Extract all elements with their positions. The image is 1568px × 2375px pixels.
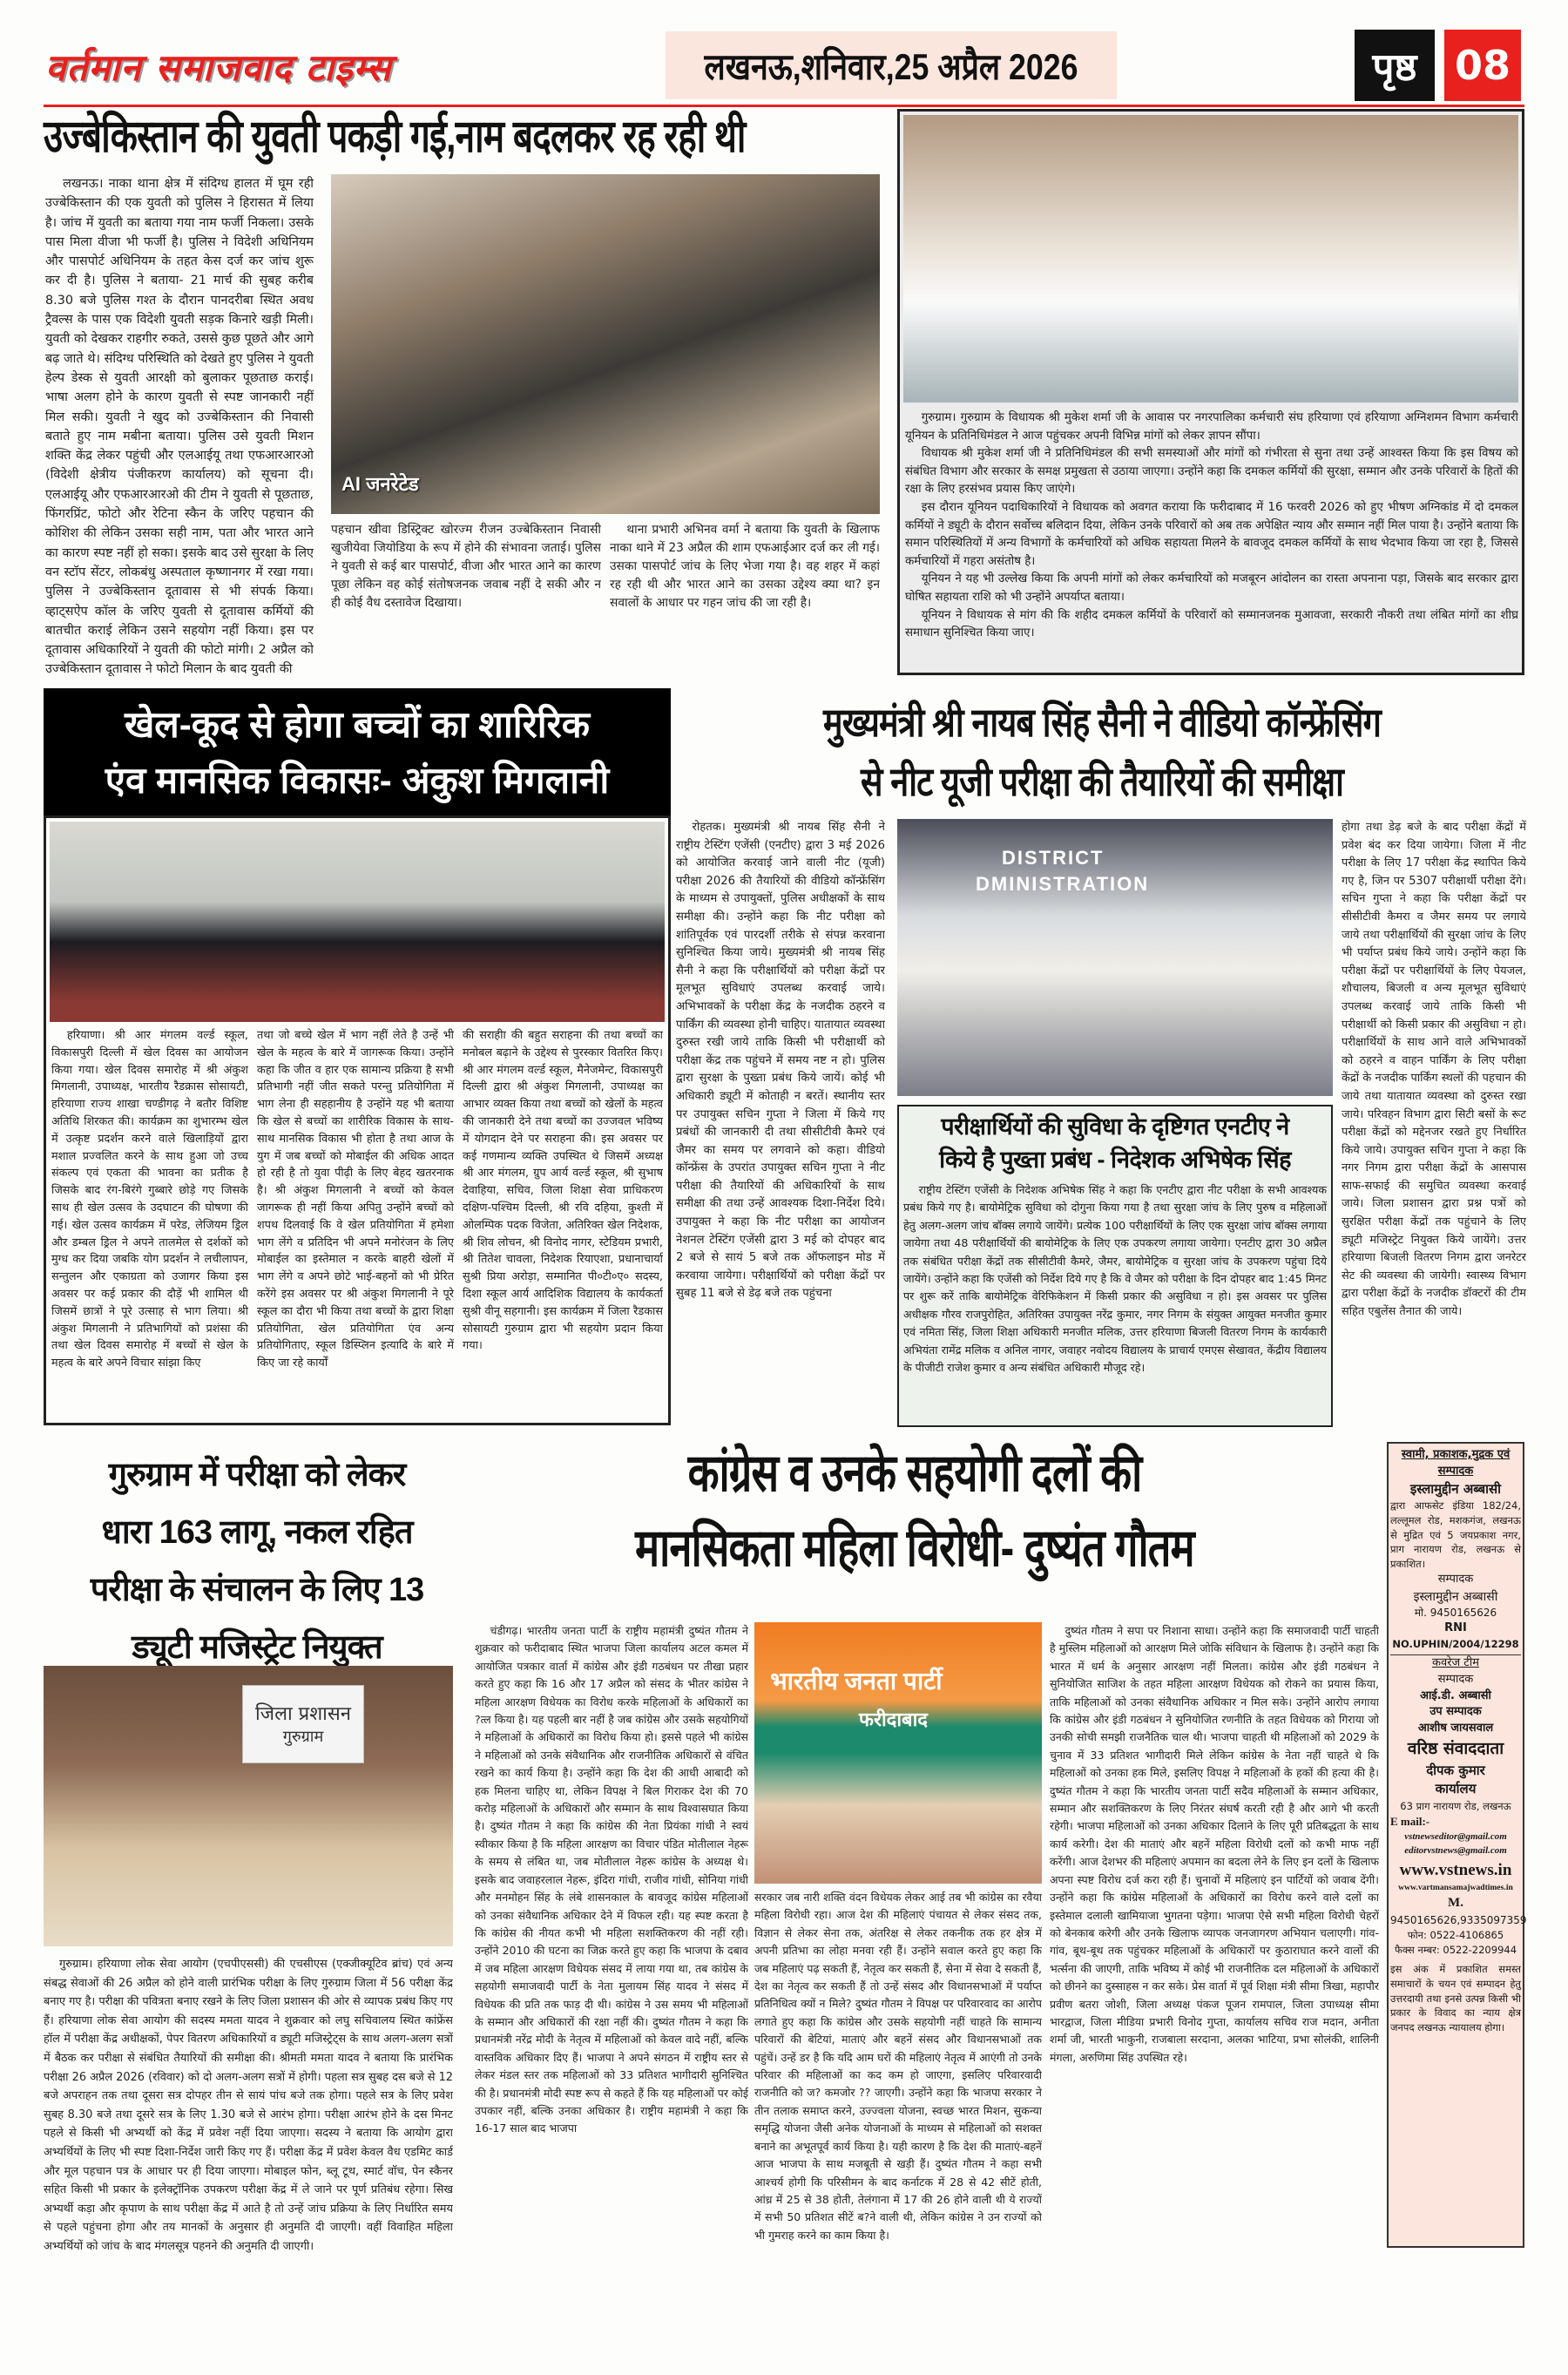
district-admin-sign: जिला प्रशासन [255,1703,351,1725]
article-sports-box [44,815,671,1425]
editor2-label: सम्पादक [1437,1672,1474,1686]
article-congress-col3 [1050,1622,1379,2367]
headline-neet-line1: मुख्यमंत्री श्री नायब सिंह सैनी ने वीडियो कॉन्फ्रेंसिंग [822,700,1382,745]
phone-number: फोन: 0522-4106865 [1407,1929,1504,1942]
paragraph: लखनऊ। नाका थाना क्षेत्र में संदिग्ध हालत में घूम रही उज्बेकिस्तान की एक युवती को पुलिस ने हिरासत में लिया है। जांच में युवती का बताया गया नाम फर्जी निकला। उसके पास मिला वीजा भी फर्जी है। पुलिस ने विदेशी अधिनियम और पासपोर्ट अधिनियम के तहत केस दर्ज कर जांच शुरू कर दी है। पुलिस ने बताया- 21 मार्च की सुबह करीब 8.30 बजे पुलिस गश्त के दौरान पानदरीबा स्थित अवध ट्रैवल्स के पास एक विदेशी युवती सड़क किनारे खड़ी मिली। युवती को देखकर राहगीर रुकते, उससे कुछ पूछते और आगे बढ़ जाते थे। संदिग्ध परिस्थिति को देखते हुए पुलिस ने युवती हेल्प डेस्क से युवती आरक्षी को बुलाकर पूछताछ कराई। भाषा अलग होने के कारण युवती से स्पष्ट जानकारी नहीं मिल सकी। युवती ने खुद को उज्बेकिस्तान की निवासी बताते हुए नाम मबीना बताया। पुलिस उसे युवती मिशन शक्ति केंद्र लेकर पहुंची और एलआईयू तथा एफआरआरओ (विदेशी क्षेत्रीय पंजीकरण कार्यालय) को सूचना दी। एलआईयू और एफआरआरओ की टीम ने युवती से पूछताछ, फिंगरप्रिंट, फोटो और रेटिना स्कैन के जरिए पहचान की कोशिश की लेकिन उसका सही नाम, पता और भारत आने का कारण स्पष्ट नहीं हो सका। इसके बाद उसे सुरक्षा के लिए वन स्टॉप सेंटर, लोकबंधु अस्पताल कृष्णानगर में रखा गया। पुलिस ने उज्बेकिस्तान दूतावास से भी संपर्क किया। व्हाट्सऐप कॉल के जरिए युवती से दूतावास कर्मियों की बातचीत कराई लेकिन उसने सहयोग नहीं किया। इस पर दूतावास अधिकारियों ने युवती की फोटो मांगी। 2 अप्रैल को उज्बेकिस्तान दूतावास ने फोटो मिलान के बाद युवती की [45,177,314,677]
masthead-rule [44,105,1524,107]
office-address: 63 प्राग नारायण रोड, लखनऊ [1400,1800,1511,1813]
article-sports-col2 [257,1027,454,1419]
email-2[interactable]: editorvstnews@gmail.com [1404,1844,1507,1856]
office-label: कार्यालय [1435,1781,1477,1797]
faridabad-banner-text: फरीदाबाद [859,1709,928,1730]
headline-sports-line1: खेल-कूद से होगा बच्चों का शारिरिक [124,704,591,745]
article-sports-col1 [51,1027,248,1419]
article-uzbek-col1 [45,174,314,688]
paragraph: चंडीगढ़। भारतीय जनता पार्टी के राष्ट्रीय महामंत्री दुष्यंत गौतम ने शुक्रवार को फरीदाबाद स्थित भाजपा जिला कार्यालय अटल कमल में आयोजित पत्रकार वार्ता में कांग्रेस और इंडी गठबंधन पर तीखा प्रहार करते हुए कहा कि 16 और 17 अप्रैल को संसद के भीतर कांग्रेस ने महिला आरक्षण विधेयक का विरोध करके महिलाओं के अधिकारों का ?त्ल किया है। यह पहली बार नहीं है जब कांग्रेस और उसके सहयोगियों ने महिलाओं के अधिकारों का विरोध किया हो। इससे पहले भी कांग्रेस ने महिलाओं को उनके संवैधानिक और राजनीतिक अधिकारों से वंचित रखने का कार्य किया है। उन्होंने कहा कि देश की आधी आबादी को हक मिलना चाहिए था, लेकिन विपक्ष ने बिल गिराकर देश की 70 करोड़ महिलाओं के अधिकारों और सम्मान के साथ विश्वासघात किया है। दुष्यंत गौतम ने कहा कि कांग्रेस की नेता प्रियंका गांधी ने स्वयं स्वीकार किया है कि महिला आरक्षण का विचार पंडित मोतीलाल नेहरू के समय से लंबित था, जब मोतीलाल नेहरू कांग्रेस के अध्यक्ष थे। इसके बाद जवाहरलाल नेहरू, इंदिरा गांधी, राजीव गांधी, सोनिया गांधी और मनमोहन सिंह के लंबे शासनकाल के बावजूद कांग्रेस महिलाओं को उनका संवैधानिक अधिकार देने में विफल रही। यह स्पष्ट करता है कि कांग्रेस की नीयत कभी भी महिला सशक्तिकरण की नहीं रही। उन्होंने 2010 की घटना का जिक्र करते हुए कहा कि भाजपा के दबाव में जब महिला आरक्षण विधेयक संसद में लाया गया था, तब कांग्रेस के सहयोगी समाजवादी पार्टी के नेता मुलायम सिंह यादव ने संसद में विधेयक की प्रति तक फाड़ दी थी। कांग्रेस ने उस समय भी महिलाओं के सम्मान और अधिकारों की रक्षा नहीं की। दुष्यंत गौतम ने कहा कि प्रधानमंत्री नरेंद्र मोदी के नेतृत्व में महिलाओं को केवल वादे नहीं, बल्कि वास्तविक अधिकार दिए हैं। भाजपा ने अपने संगठन में राष्ट्रीय स्तर से लेकर मंडल स्तर तक महिलाओं को 33 प्रतिशत भागीदारी सुनिश्चित की है। प्रधानमंत्री मोदी स्पष्ट रूप से कहते हैं कि यह महिलाओं पर कोई उपकार नहीं, बल्कि उनका अधिकार है। राष्ट्रीय महामंत्री ने कहा कि 16-17 साल बाद भाजपा [475,1624,748,2135]
paragraph: तथा जो बच्चे खेल में भाग नहीं लेते है उन्हें भी खेल के महत्व के बारे में जागरूक किया। उन्होंने कहा कि जीत व हार एक सामान्य प्रक्रिया है सभी प्रतिभागी नहीं जीत सकते परन्तु प्रतियोगिता में भाग लेना ही सहहानीय है उन्होंने यह भी बताया कि खेल से बच्चों का शारीरिक विकास के साथ-साथ मानसिक विकास भी होता है तथा आज के युग में जब बच्चों को मोबाईल की अधिक आदत हो रही है तो युवा पीढ़ी के लिए बेहद खतरनाक है। श्री अंकुश मिगलानी ने बच्चों को केवल जागरूक ही नहीं किया अपितु उन्होंने बच्चों को शपथ दिलवाई कि वे खेल प्रतियोगिता में हमेशा भाग लेंगे व प्रतिदिन भी अपने मनोरंजन के लिए मोबाईल का इस्तेमाल न करके बाहरी खेलों में भाग लेंगे व अपने छोटे भाई-बहनों को भी प्रेरित करेंगे इस अवसर पर श्री अंकुश मिगलानी ने पूरे स्कूल का दौरा भी किया तथा बच्चों के द्वारा शिक्षा प्रतियोगिता, खेल प्रतियोगिता एंव अन्य प्रतियोगिताए, स्कूल डिस्प्लिन इत्यादि के बारे में किए जा रहे कार्यों [257,1029,454,1370]
photo-sports-day-students [50,822,665,1022]
sign-board [242,1685,364,1763]
editor-label: सम्पादक [1437,1572,1474,1586]
rni-number: NO.UPHIN/2004/12298 [1390,1637,1521,1655]
nta-subheadline [899,1106,1331,1176]
newspaper-title: वर्तमान समाजवाद टाइम्स [45,46,392,89]
paragraph: गुरुग्राम। गुरुग्राम के विधायक श्री मुकेश शर्मा जी के आवास पर नगरपालिका कर्मचारी संघ हरियाणा एवं हरियाणा अग्निशमन विभाग कर्मचारी यूनियन के प्रतिनिधिमंडल ने आज पहुंचकर अपनी विभिन्न मांगों को लेकर ज्ञापन सौंपा। [905,411,1518,443]
editor2-name: आई.डी. अब्बासी [1420,1688,1491,1702]
paragraph: यूनियन ने विधायक से मांग की कि शहीद दमकल कर्मियों के परिवारों को सम्मानजनक मुआवजा, सरकारी नौकरी तथा लंबित मांगों का शीघ्र समाधान सुनिश्चित किया जाए। [905,608,1518,640]
article-fire-union-text [905,409,1518,671]
owner-name: इस्लामुद्दीन अब्बासी [1409,1480,1502,1497]
photo-district-admin-meeting [44,1666,453,1946]
district-label: DISTRICT [1002,847,1105,869]
paragraph: इस दौरान यूनियन पदाधिकारियों ने विधायक को अवगत कराया कि फरीदाबाद में 16 फरवरी 2026 को हुए भीषण अग्निकांड में दो दमकल कर्मियों ने ड्यूटी के दौरान सर्वोच्च बलिदान दिया, लेकिन उनके परिवारों को अब तक अपेक्षित न्याय और सम्मान नहीं मिल पाया है। उन्होंने बताया कि समान परिस्थितियों में अन्य विभागों के कर्मचारियों को अधिक सहायता मिलने के बावजूद दमकल कर्मियों के साथ भेदभाव किया जा रहा है, जिससे कर्मचारियों में गहरा असंतोष है। [905,500,1518,568]
headline-163-line2: धारा 163 लागू, नकल रहित [101,1514,413,1551]
website-vstnews[interactable]: www.vstnews.in [1399,1860,1512,1879]
rni-label: RNI [1444,1621,1467,1635]
headline-uzbek: उज्बेकिस्तान की युवती पकड़ी गई,नाम बदलकर रह रही थी [44,112,746,162]
email-label: E mail:- [1390,1814,1430,1828]
paragraph: दुष्यंत गौतम ने सपा पर निशाना साधा। उन्होंने कहा कि समाजवादी पार्टी चाहती है मुस्लिम महिलाओं को आरक्षण मिले जोकि संविधान के खिलाफ है। उन्होंने कहा कि भारत में धर्म के अनुसार आरक्षण नहीं मिलता। कांग्रेस और इंडी गठबंधन ने सुनियोजित साजिश के तहत महिला आरक्षण विधेयक को रोकने का प्रयास किया, ताकि महिलाओं को उनका संवैधानिक अधिकार न मिल सके। उन्होंने आरोप लगाया कि कांग्रेस और इंडी गठबंधन ने सुनियोजित रणनीति के तहत विधेयक को गिराया जो उनकी सोची समझी राजनैतिक चाल थी। भाजपा चाहती थी महिलाओं को 2029 के चुनाव में 33 प्रतिशत भागीदारी मिले लेकिन कांग्रेस के नेता नहीं चाहते थे कि महिलाओं को उनका हक मिले, इसलिए विपक्ष ने महिलाओं के हकों की हत्या की है। दुष्यंत गौतम ने कहा कि भारतीय जनता पार्टी सदैव महिलाओं के सम्मान अधिकार, सम्मान और सशक्तिकरण के लिए निरंतर संघर्ष करती रही है और आगे भी करती रहेगी। भाजपा महिलाओं को उनका अधिकार दिलाने के लिए पूरी प्रतिबद्धता के साथ कार्य करेगी। देश की माताएं और बहनें महिला विरोधी दलों को कभी माफ नहीं करेंगी। आज देशभर की महिलाएं अपमान का बदला लेने के लिए इन दलों के खिलाफ अपना स्पष्ट विरोध दर्ज करा रही हैं। चुनावों में महिलाएं इन पार्टियों को जवाब देंगी। उन्होंने कहा कि कांग्रेस महिलाओं के अधिकारों का विरोध करने वाले दलों का इस्तेमाल दलाली खामियाजा भुगतना पड़ेगा। भाजपा ऐसे सभी महिला विरोधी चेहरों को बेनकाब करेगी और उनके खिलाफ व्यापक जनजागरण अभियान चलाएगी। गांव-गांव, बूथ-बूथ तक पहुंचकर महिलाओं के अधिकारों पर कुठाराघात करने वालों की भर्त्सना की जाएगी, ताकि भविष्य में कोई भी राजनीतिक दल महिलाओं के अधिकारों को छीनने का दुस्साहस न कर सके। प्रेस वार्ता में पूर्व शिक्षा मंत्री सीमा त्रिखा, महापौर प्रवीण बतरा जोशी, जिला अध्यक्ष पंकज पूजन रामपाल, जिला उपाध्यक्ष सीमा भारद्वाज, जिला मीडिया प्रभारी विनोद गुप्ता, कार्यालय सचिव राज मदान, अनीता शर्मा जी, भारती भाकुनी, राजबाला सरदाना, अलका भाटिया, प्रभा सोलंकी, शालिनी मंगला, अरुणिमा सिंह उपस्थित रहे। [1050,1624,1379,2064]
headline-163-line3: परीक्षा के संचालन के लिए 13 [90,1572,424,1608]
photo-uzbek-woman-police [331,174,880,514]
paragraph: यूनियन ने यह भी उल्लेख किया कि अपनी मांगों को लेकर कर्मचारियों को मजबूरन आंदोलन का रास्ता अपनाना पड़ा, जिसके बाद सरकार द्वारा घोषित सहायता राशि को भी उन्होंने अपर्याप्त बताया। [905,572,1518,604]
headline-sports-line2: एंव मानसिक विकासः- अंकुश मिगलानी [105,760,610,801]
article-sports-col3 [463,1027,663,1419]
owner-heading: स्वामी, प्रकाशक,मुद्रक एवं [1401,1448,1511,1461]
editor-mobile: मो. 9450165626 [1414,1606,1497,1619]
print-address: द्वारा आफसेट इंडिया 182/24, लल्लूमल रोड, मशकगंज, लखनऊ से मुद्रित एवं 5 जयप्रकाश नगर, प्राग नारायण रोड, लखनऊ से प्रकाशित। [1390,1499,1521,1571]
sub-editor-name: आशीष जायसवाल [1417,1722,1494,1736]
paragraph: थाना प्रभारी अभिनव वर्मा ने बताया कि युवती के खिलाफ नाका थाने में 23 अप्रैल की शाम एफआईआर दर्ज कर ली गई। उसका पासपोर्ट जांच के लिए भेजा गया है। वह शहर में कहां रह रही थी और भारत आने का उसका उद्देश्य क्या था? इन सवालों के आधार पर गहन जांच की जा रही है। [610,523,880,610]
paragraph: विधायक श्री मुकेश शर्मा जी ने प्रतिनिधिमंडल की सभी समस्याओं और मांगों को गंभीरता से सुना तथा उन्हें आश्वस्त किया कि इस विषय को संबंधित विभाग और सरकार के समक्ष प्रमुखता से उठाया जाएगा। उन्होंने कहा कि दमकल कर्मियों की सुरक्षा, सम्मान और उनके परिवारों के हितों की रक्षा के लिए हरसंभव प्रयास किए जाएंगे। [905,447,1518,497]
website-vartman[interactable]: www.vartmansamajwadtimes.in [1398,1883,1513,1893]
fax-number: फैक्स नम्बर: 0522-2209944 [1394,1943,1517,1956]
email-1[interactable]: vstnewseditor@gmail.com [1404,1830,1507,1842]
paragraph: सरकार जब नारी शक्ति वंदन विधेयक लेकर आई तब भी कांग्रेस का रवैया महिला विरोधी रहा। आज देश की महिलाएं पंचायत से लेकर संसद तक, विज्ञान से लेकर सेना तक, अंतरिक्ष से लेकर तकनीक तक हर क्षेत्र में अपनी प्रतिभा का लोहा मनवा रही हैं। उन्होंने सवाल करते हुए कहा कि जब महिलाएं पढ़ सकती हैं, नेतृत्व कर सकती हैं, सेना में सेवा दे सकती हैं, देश का नेतृत्व कर सकती हैं तो उन्हें संसद और विधानसभाओं में पर्याप्त प्रतिनिधित्व क्यों न मिले? दुष्यंत गौतम ने विपक्ष पर परिवारवाद का आरोप लगाते हुए कहा कि कांग्रेस और उसके सहयोगी नहीं चाहते कि सामान्य परिवारों की बेटियां, माताएं और बहनें संसद और विधानसभाओं तक पहुंचें। उन्हें डर है कि यदि आम घरों की महिलाएं नेतृत्व में आएंगी तो उनके परिवार की महिलाओं का कद कम हो जाएगा, इसलिए परिवारवादी राजनीति को ज? कमजोर ?? जाएगी। उन्होंने कहा कि भाजपा सरकार ने तीन तलाक समाप्त करने, उज्ज्वला योजना, स्वच्छ भारत मिशन, सुकन्या समृद्धि योजना जैसी अनेक योजनाओं के माध्यम से महिलाओं को सशक्त बनाने का अभूतपूर्व कार्य किया है। यही कारण है कि देश की माताएं-बहनें आज भाजपा के साथ मजबूती से खड़ी हैं। दुष्यंत गौतम ने कहा सभी आश्चर्य होगी कि परिसीमन के बाद कर्नाटक में 28 से 42 सीटें होती, आंध्र में 25 से 38 होती, तेलंगाना में 17 की 26 होने वाली थी ये राज्यों में सभी 50 प्रतिशत सीटें ब?ने वाली थी, लेकिन कांग्रेस ने उन राज्यों को भी गुमराह करने का काम किया है। [754,1891,1042,2242]
article-uzbek-col3 [610,521,880,687]
article-neet-col1 [676,819,885,1429]
article-uzbek-col2 [331,521,601,687]
article-section-163-text [44,1955,453,2365]
bjp-banner-text: भारतीय जनता पार्टी [770,1668,943,1695]
paragraph: पहचान खीवा डिस्ट्रिक्ट खोरज्म रीजन उज्बेकिस्तान निवासी खुजीयेवा जियोडिया के रूप में होने की संभावना जताई। पुलिस ने युवती से कई बार पासपोर्ट, वीजा और भारत आने का कारण पूछा लेकिन वह कोई संतोषजनक जवाब नहीं दे सकी और न ही कोई वैध दस्तावेज दिखाया। [331,523,601,610]
administration-label: DMINISTRATION [976,873,1150,895]
owner-heading-2: सम्पादक [1437,1464,1474,1478]
senior-correspondent-label: वरिष्ठ संवाददाता [1407,1739,1504,1759]
page-label: पृष्ठ [1355,30,1435,101]
nta-subheadline-line2: किये है पुख्ता प्रबंध - निदेशक अभिषेक सिंह [939,1147,1291,1173]
coverage-team-label: कवरेज टीम [1431,1655,1479,1669]
article-neet-col2 [1342,819,1526,1429]
editor-name: इस्लामुद्दीन अब्बासी [1413,1589,1498,1604]
ai-generated-label: AI जनरेटेड [341,473,419,495]
photo-video-conference [897,819,1333,1096]
nta-subarticle-box [897,1105,1333,1427]
paragraph: हरियाणा। श्री आर मंगलम वर्ल्ड स्कूल, विकासपुरी दिल्ली में खेल दिवस का आयोजन किया गया। खेल दिवस समारोह में श्री अंकुश मिगलानी, उपाध्यक्ष, भारतीय रैडक्रास सोसायटी, हरियाणा राज्य शाखा चण्डीगढ़ ने बतौर विशिष्ट अतिथि शिरकत की। कार्यक्रम का शुभारम्भ खेल में उत्कृष्ट प्रदर्शन करने वाले खिलाड़ियों द्वारा मशाल प्रज्वलित करने के साथ हुआ जो उच्च संकल्प एवं एकता की भावना का प्रतीक है जिसके बाद रंग-बिरंगे गुब्बारे छोड़े गए जिसके साथ ही खेल उत्सव के उदघाटन की घोषणा की गई। खेल उत्सव कार्यक्रम में परेड, लेजियम ड्रिल और डम्बल ड्रिल ने अपने तालमेल से दर्शकों को मुग्ध कर दिया जबकि योग प्रदर्शन ने लचीलापन, सन्तुलन और एकाग्रता को उजागर किया इस अवसर पर कई प्रकार की दौड़ें भी शामिल थी जिसमें छात्रों ने पूरे उत्साह से भाग लिया। श्री अंकुश मिगलानी ने प्रतिभागियों को प्रशंसा की तथा खेल दिवस समारोह में बच्चों से खेल के महत्व के बारे अपने विचार सांझा किए [51,1029,248,1370]
article-congress-col1 [475,1622,748,2367]
paragraph: की सराहीा की बहुत सराहना की तथा बच्चों का मनोबल बढ़ाने के उद्देश्य से पुरस्कार वितरित किए। श्री आर मंगलम वर्ल्ड स्कूल, मैनेजमेन्ट, विकासपुरी दिल्ली द्वारा श्री अंकुश मिगलानी, उपाध्यक्ष का आभार व्यक्त किया तथा बच्चों को खेलों के महत्व की जानकारी देने तथा बच्चों का उज्जवल भविष्य में योगदान देने पर सराहना की। इस अवसर पर कई गणमान्य व्यक्ति उपस्थित थे जिसमें अध्यक्ष श्री आर मंगलम, ग्रुप आर्य वर्ल्ड स्कूल, श्री सुभाष देवाहिया, सचिव, जिला शिक्षा सेवा प्राधिकरण दक्षिण-पश्चिम दिल्ली, श्री रवि दहिया, कुश्ती में ओलम्पिक पदक विजेता, अतिरिक्त खेल निदेशक, श्री शिव लोचन, श्री विनोद नागर, स्टेडियम प्रभारी, श्री तितेश चावला, निदेशक रियाएशा, प्रधानाचार्या सुश्री प्रिया अरोड़ा, सम्मानित पी०टी०ए० सदस्य, दिशा स्कूल आर्य आदिशिक विद्यालय के कार्यकर्ता सुश्री वीनू सहगानी। इस कार्यक्रम में जिला रैडकास सोसायटी गुरुग्राम द्वारा भी सहयोग प्रदान किया गया। [463,1029,663,1353]
paragraph: होगा तथा डेढ़ बजे के बाद परीक्षा केंद्रों में प्रवेश बंद कर दिया जायेगा। जिला में नीट परीक्षा के लिए 17 परीक्षा केंद्र स्थापित किये गए है, जिन पर 5307 परीक्षार्थी परीक्षा देंगे। सचिन गुप्ता ने कहा कि परीक्षा केंद्रों पर सीसीटीवी कैमरा व जैमर समय पर लगाये जाये तथा परीक्षार्थियों की सुरक्षा जांच के लिए भी पर्याप्त प्रबंध किये जाये। उन्होंने कहा कि परीक्षा केंद्रों पर परीक्षार्थियों के लिए पेयजल, शौचालय, बिजली व अन्य मूलभूत सुविधाएं उपलब्ध करवाई जाये ताकि किसी भी परीक्षार्थी को किसी प्रकार की असुविधा न हो। परीक्षार्थियों के साथ आने वाले अभिभावकों को ठहरने व वाहन पार्किंग के लिए परीक्षा केंद्रों के नजदीक पार्किंग स्थलों की पहचान की जाये तथा यातायात व्यवस्था को दुरुस्त रखा जाये। परिवहन विभाग द्वारा सिटी बसों के रूट परीक्षा केंद्रों को मद्देनजर रखते हुए निर्धारित किये जाये। उपायुक्त सचिन गुप्ता ने कहा कि नगर निगम द्वारा परीक्षा केंद्रों के आसपास साफ-सफाई की समुचित व्यवस्था करवाई जाये। जिला प्रशासन द्वारा प्रश्न पत्रों को सुरक्षित परीक्षा केंद्रों तक पहुंचाने के लिए ड्यूटी मजिस्ट्रेट नियुक्त किये जायेंगे। उत्तर हरियाणा बिजली वितरण निगम द्वारा जनरेटर सेट की व्यवस्था की जायेगी। स्वास्थ्य विभाग द्वारा परीक्षा केंद्रों के नजदीक डॉक्टरों की टीम सहित एबुलेंस तैनात की जाये। [1342,821,1526,1319]
article-fire-union-box [897,109,1524,675]
headline-sports-box [44,688,671,815]
headline-congress-line1: कांग्रेस व उनके सहयोगी दलों की [687,1444,1142,1502]
headline-neet-line2: से नीट यूजी परीक्षा की तैयारियों की समीक्षा [860,759,1344,804]
paragraph: गुरुग्राम। हरियाणा लोक सेवा आयोग (एचपीएससी) की एचसीएस (एक्जीक्यूटिव ब्रांच) एवं अन्य संबद्ध सेवाओं की 26 अप्रैल को होने वाली प्रारंभिक परीक्षा के लिए गुरुग्राम जिला में 56 परीक्षा केंद्र बनाए गए है। परीक्षा की पवित्रता बनाए रखने के लिए जिला प्रशासन की ओर से व्यापक प्रबंध किए गए हैं। हरियाणा लोक सेवा आयोग की सदस्य ममता यादव ने शुक्रवार को लघु सचिवालय स्थित कांफ्रेंस हॉल में परीक्षा केंद्र अधीक्षकों, पेपर वितरण अधिकारियों व ड्यूटी मजिस्ट्रेट्स के साथ अलग-अलग सत्रों में बैठक कर परीक्षा से संबंधित तैयारियों की समीक्षा की। श्रीमती ममता यादव ने बताया कि प्रारंभिक परीक्षा 26 अप्रैल 2026 (रविवार) को दो अलग-अलग सत्रों में होगी। पहला सत्र सुबह दस बजे से 12 बजे अपराहन तक तथा दूसरा सत्र दोपहर तीन से सायं पांच बजे तक होगा। पहले सत्र के लिए प्रवेश सुबह 8.30 बजे तथा दूसरे सत्र के लिए 1.30 बजे से आरंभ होगा। परीक्षा आरंभ होने के दस मिनट पहले से किसी भी अभ्यर्थी को केंद्र में प्रवेश नहीं दिया जाएगा। सदस्य ने बताया कि आयोग द्वारा अभ्यर्थियों के लिए भी स्पष्ट दिशा-निर्देश जारी किए गए हैं। परीक्षा केंद्र में प्रवेश केवल वैध एडमिट कार्ड और मूल पहचान पत्र के आधार पर ही दिया जाएगा। मोबाइल फोन, ब्लू टूथ, स्मार्ट वॉच, पेन स्कैनर सहित किसी भी प्रकार के इलेक्ट्रॉनिक उपकरण परीक्षा केंद्र में ले जाने पर पूर्ण प्रतिबंध रहेगा। सिख अभ्यर्थी कड़ा और कृपाण के साथ परीक्षा केंद्र में आते है तो उन्हें जांच प्रक्रिया के लिए निर्धारित समय से पहले पहुंचना होगा और तय मानकों के अनुसार ही अनुमति दी जाएगी। वहीं विवाहित महिला अभ्यर्थियों को जांच के बाद मंगलसूत्र पहनने की अनुमति दी जाएगी। [44,1958,453,2253]
page-number: 08 [1444,30,1521,101]
mobile-numbers: 9450165626,9335097359 [1390,1913,1527,1926]
headline-163-line1: गुरुग्राम में परीक्षा को लेकर [108,1457,406,1493]
gurugram-sign: गुरुग्राम [282,1728,324,1746]
jurisdiction-disclaimer: इस अंक में प्रकाशित समस्त समाचारों के चयन एवं सम्पादन हेतु उत्तरदायी तथा इनसे उत्पन्न किसी भी प्रकार के विवाद का न्याय क्षेत्र जनपद लखनऊ न्यायालय होगा। [1390,1963,1521,2034]
nta-subarticle-text [899,1176,1331,1420]
photo-mla-delegation [903,115,1518,403]
sub-editor-label: उप सम्पादक [1429,1705,1482,1719]
headline-section-163 [35,1446,479,1676]
mobile-prefix: M. [1448,1895,1463,1910]
dateline: लखनऊ,शनिवार,25 अप्रैल 2026 [666,31,1118,99]
article-congress-col2 [754,1889,1042,2368]
headline-congress-line2: मानसिकता महिला विरोधी- दुष्यंत गौतम [635,1519,1194,1577]
paragraph: रोहतक। मुख्यमंत्री श्री नायब सिंह सैनी ने राष्ट्रीय टेस्टिंग एजेंसी (एनटीए) द्वारा 3 मई 2026 को आयोजित करवाई जाने वाली नीट (यूजी) परीक्षा 2026 की तैयारियों की वीडियो कॉन्फ्रेंसिंग के माध्यम से उपायुक्तों, पुलिस अधीक्षकों के साथ समीक्षा की। उन्होंने कहा कि नीट परीक्षा को शांतिपूर्वक एवं पारदर्शी तरीके से संपन्न करवाना सुनिश्चित किया जाये। मुख्यमंत्री श्री नायब सिंह सैनी ने कहा कि परीक्षार्थियों को परीक्षा केंद्रों पर मूलभूत सुविधाएं उपलब्ध करवाई जाये। अभिभावकों के परीक्षा केंद्र के नजदीक ठहरने व पार्किंग की व्यवस्था होनी चाहिए। यातायात व्यवस्था दुरुस्त रखी जाये ताकि किसी भी परीक्षार्थी को परीक्षा केंद्र तक पहुंचने में समय नष्ट न हो। पुलिस द्वारा सुरक्षा के पुख्ता प्रबंध किये जायें। कोई भी अधिकारी ड्यूटी में कोताही न बरतें। स्थानीय स्तर पर उपायुक्त सचिन गुप्ता ने जिला में किये गए प्रबंधों की जानकारी दी तथा सीसीटीवी कैमरे एवं जैमर का समय पर लगवाने को कहा। वीडियो कॉन्फ्रेंस के उपरांत उपायुक्त सचिन गुप्ता ने नीट परीक्षा की तैयारियों की अधिकारियों के साथ समीक्षा की तथा उन्हें आवश्यक दिशा-निर्देश दिये। उपायुक्त ने कहा कि नीट परीक्षा का आयोजन नेशनल टेस्टिंग एजेंसी द्वारा 3 मई को दोपहर बाद 2 बजे से सायं 5 बजे तक ऑफलाइन मोड में करवाया जायेगा। परीक्षार्थियों को परीक्षा केंद्रों पर सुबह 11 बजे से डेढ़ बजे तक पहुंचना [676,821,885,1301]
imprint-box [1387,1442,1527,2248]
senior-correspondent-name: दीपक कुमार [1426,1762,1485,1778]
photo-bjp-press-conference [754,1622,1042,1884]
headline-163-line4: ड्यूटी मजिस्ट्रेट नियुक्त [132,1629,382,1666]
nta-subheadline-line1: परीक्षार्थियों की सुविधा के दृष्टिगत एनटीए ने [941,1113,1289,1140]
paragraph: राष्ट्रीय टेस्टिंग एजेंसी के निदेशक अभिषेक सिंह ने कहा कि एनटीए द्वारा नीट परीक्षा के सभी आवश्यक प्रबंध किये गए है। बायोमेट्रिक सुविधा को दोगुना किया गया है तथा सुरक्षा जांच के लिए पुरुष व महिलाओं हेतु अलग-अलग जांच बॉक्स लगाये जायेंगे। प्रत्येक 100 परीक्षार्थियों के लिए एक सुरक्षा जांच बॉक्स लगाया जायेगा तथा 48 परीक्षार्थियों की बायोमेट्रिक के लिए एक उपकरण लगाया जायेगा। एनटीए द्वारा 30 अप्रैल तक संबंधित परीक्षा केंद्रों तक सीसीटीवी कैमरे, जैमर, बायोमेट्रिक व सुरक्षा जांच के उपकरण पहुंचा दिये जायेंगे। उन्होंने कहा कि एजेंसी को निर्देश दिये गए है कि वे जैमर को परीक्षा के दिन दोपहर बाद 1:45 मिनट पर शुरू करें ताकि बायोमेट्रिक वेरिफिकेशन में किसी प्रकार की असुविधा न हो। इस अवसर पर पुलिस अधीक्षक गौरव राजपुरोहित, अतिरिक्त उपायुक्त नरेंद्र कुमार, नगर निगम के संयुक्त आयुक्त मनजीत कुमार एवं नमिता सिंह, जिला शिक्षा अधिकारी मनजीत मलिक, उत्तर हरियाणा बिजली वितरण निगम के कार्यकारी अभियंता रामेंद्र मलिक व अनिल नागर, जवाहर नवोदय विद्यालय के प्राचार्य एमएस सेखावत, केंद्रीय विद्यालय के पीजीटी राजेश कुमार व अन्य संबंधित अधिकारी मौजूद रहे। [903,1183,1327,1375]
headline-congress [475,1436,1355,1586]
headline-neet [679,693,1524,811]
